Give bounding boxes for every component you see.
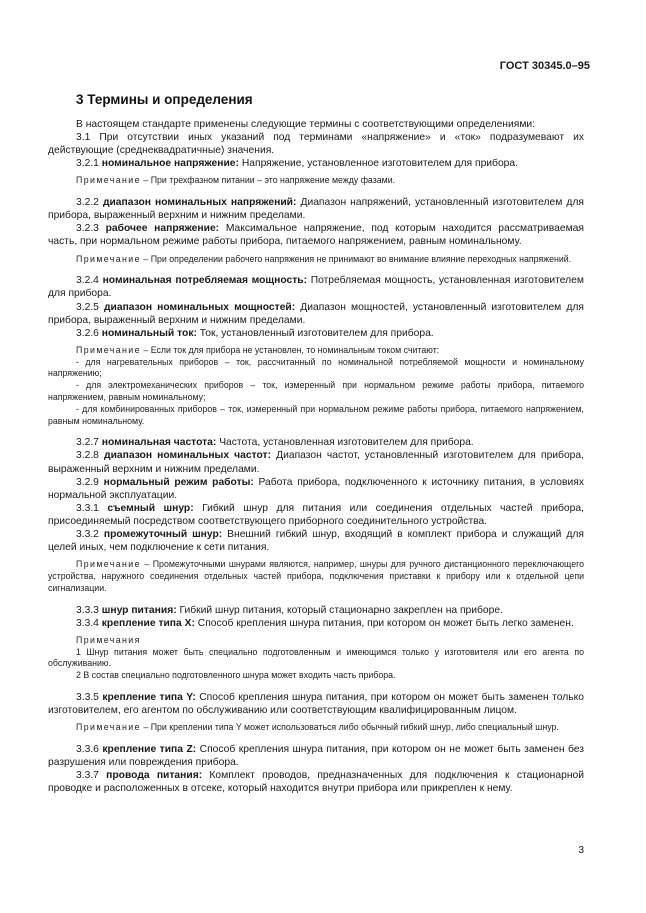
term: шнур питания: (101, 604, 177, 616)
definition: Способ крепления шнура питания, при котором он не может быть заменен без разрушения или повреждения прибора. (48, 743, 584, 769)
term: диапазон номинальных напряжений: (102, 197, 297, 209)
paragraph-3-1: 3.1 При отсутствии иных указаний под терминами «напряжение» и «ток» подразумевают их действующие (среднеквадратичные) значения. (48, 132, 584, 157)
section-title: 3 Термины и определения (76, 92, 253, 107)
definition: Работа прибора, подключенного к источнику питания, в условиях нормальной эксплуатации. (48, 476, 584, 501)
note-label: Примечание (76, 253, 141, 264)
paragraph-3-3-4 (48, 617, 584, 630)
definition: Внешний гибкий шнур, входящий в комплект прибора и служащий для целей иных, чем подключение к сети питания. (48, 529, 584, 554)
paragraph-3-2-7 (48, 436, 584, 449)
intro-paragraph: В настоящем стандарте применены следующие термины c соответствующими определениями: (76, 119, 536, 130)
document-body (48, 118, 584, 795)
note-label: Примечание (76, 722, 141, 733)
clause-number: 3.3.1 (76, 502, 99, 514)
note-3-item-b: - для электромеханических приборов – ток, измеренный при нормальном режиме работы прибора, питаемого напряжением, равным номинальному; (48, 380, 584, 402)
definition: Диапазон мощностей, установленный изготовителем для прибора, выраженный верхним и нижним пределами. (48, 301, 584, 326)
definition: Комплект проводов, предназначенных для подключения к стационарной проводке и расположенных в отсеке, который находится внутри прибора или прикреплен к нему. (48, 770, 584, 795)
clause-number: 3.3.7 (76, 770, 99, 782)
clause-number: 3.2.4 (76, 275, 99, 287)
paragraph-3-2-8 (48, 449, 584, 475)
term: диапазон номинальных мощностей: (104, 301, 296, 313)
definition: Максимальное напряжение, под которым находится рассматриваемая часть, при нормальном режиме работы прибора, питаемого напряжением, равным номинальному. (48, 223, 584, 248)
paragraph-3-3-2 (48, 528, 584, 554)
definition: Диапазон частот, установленный изготовителем для прибора, выраженный верхним и нижним пределами. (48, 450, 584, 475)
paragraph-3-2-1 (48, 157, 584, 170)
paragraph-3-3-7 (48, 769, 584, 795)
notes-5-item-2: 2 В состав специально подготовленного шнура может входить часть прибора. (76, 670, 396, 681)
clause-number: 3.2.2 (76, 197, 99, 209)
note-6 (48, 722, 584, 734)
term: промежуточный шнур: (103, 529, 223, 541)
term: крепление типа Y: (102, 692, 196, 703)
term: номинальное напряжение: (101, 158, 239, 170)
paragraph-3-2-9 (48, 476, 584, 502)
term: крепление типа X: (101, 617, 195, 629)
definition: Напряжение, установленное изготовителем для прибора. (241, 158, 518, 170)
term: нормальный режим работы: (103, 476, 254, 488)
note-4 (48, 559, 584, 594)
paragraph-3-2-4 (48, 274, 584, 300)
note-label: Примечание (76, 344, 141, 355)
note-label: Примечание (76, 559, 141, 570)
paragraph-3-2-6 (48, 327, 584, 340)
note-3-item-c: - для комбинированных приборов – ток, измеренный при нормальном режиме работы прибора, питаемого напряжением, равным номинальному. (48, 403, 584, 426)
clause-number: 3.2.3 (76, 223, 99, 235)
note-text: – При трехфазном питании – это напряжение между фазами. (143, 175, 396, 186)
note-3-item-a: - для нагревательных приборов – ток, рассчитанный по номинальной потребляемой мощности и номинальному напряжению; (48, 356, 584, 379)
document-code: ГОСТ 30345.0–95 (499, 60, 590, 72)
notes-5-label (48, 635, 584, 647)
paragraph-3-3-3 (48, 604, 584, 617)
definition: Частота, установленная изготовителем для прибора. (219, 437, 474, 449)
paragraph-3-2-2 (48, 196, 584, 222)
clause-number: 3.2.8 (76, 450, 99, 462)
definition: Гибкий шнур питания, который стационарно закреплен на приборе. (179, 604, 503, 616)
paragraph-3-2-5 (48, 301, 584, 327)
clause-number: 3.3.3 (76, 604, 99, 616)
note-text: – Если ток для прибора не установлен, то номинальным током считают: (143, 344, 440, 355)
definition: Способ крепления шнура питания, при котором он может быть легко заменен. (197, 617, 574, 629)
definition: Способ крепления шнура питания, при котором он может быть заменен только изготовителем, его агентом по обслуживанию или соответствующим квалифицированным лицом. (48, 692, 584, 717)
definition: Ток, установленный изготовителем для прибора. (199, 327, 434, 339)
clause-number: 3.2.7 (76, 437, 99, 449)
note-text: – При определении рабочего напряжения не принимают во внимание влияние переходных напряжений. (143, 253, 572, 264)
note-2 (48, 254, 584, 266)
clause-number: 3.3.4 (76, 617, 99, 629)
term: крепление типа Z: (102, 743, 197, 755)
notes-5-item-1: 1 Шнур питания может быть специально подготовленным и имеющимся только у изготовителя или его агента по обслуживанию. (48, 646, 584, 669)
paragraph-3-3-1 (48, 502, 584, 528)
note-text: – При креплении типа Y может использоваться либо обычный гибкий шнур, либо специальный шнур. (143, 722, 559, 733)
paragraph-3-3-6 (48, 743, 584, 769)
clause-number: 3.2.6 (76, 327, 99, 339)
paragraph-3-2-3 (48, 222, 584, 248)
note-label: Примечание (76, 175, 141, 186)
notes-label: Примечания (76, 634, 141, 645)
term: съемный шнур: (107, 502, 194, 514)
note-text: – Промежуточными шнурами являются, например, шнуры для ручного дистанционного переключающего устройства, наружного соединения отдельных частей прибора, подключения приставки к прибору или к отдельной цепи сигнализации. (48, 559, 584, 593)
clause-number: 3.2.5 (76, 301, 99, 313)
definition: Потребляемая мощность, установленная изготовителем для прибора. (48, 275, 584, 300)
clause-number: 3.3.5 (76, 692, 99, 703)
term: провода питания: (106, 770, 203, 782)
term: рабочее напряжение: (105, 223, 220, 235)
term: номинальная частота: (101, 437, 217, 449)
term: номинальная потребляемая мощность: (102, 275, 308, 287)
clause-number: 3.3.6 (76, 743, 99, 755)
note-3 (48, 345, 584, 357)
clause-number: 3.3.2 (76, 529, 99, 541)
definition: Гибкий шнур для питания или соединения отдельных частей прибора, присоединяемый посредством соответствующего приборного соединительного устройства. (48, 502, 584, 527)
clause-number: 3.2.9 (76, 476, 99, 488)
term: номинальный ток: (101, 327, 197, 339)
note-1 (48, 175, 584, 187)
definition: Диапазон напряжений, установленный изготовителем для прибора, выраженный верхним и нижним пределами. (48, 197, 584, 222)
term: диапазон номинальных частот: (104, 450, 272, 462)
page-number: 3 (578, 845, 584, 856)
paragraph-3-3-5 (48, 691, 584, 717)
clause-number: 3.2.1 (76, 158, 99, 170)
